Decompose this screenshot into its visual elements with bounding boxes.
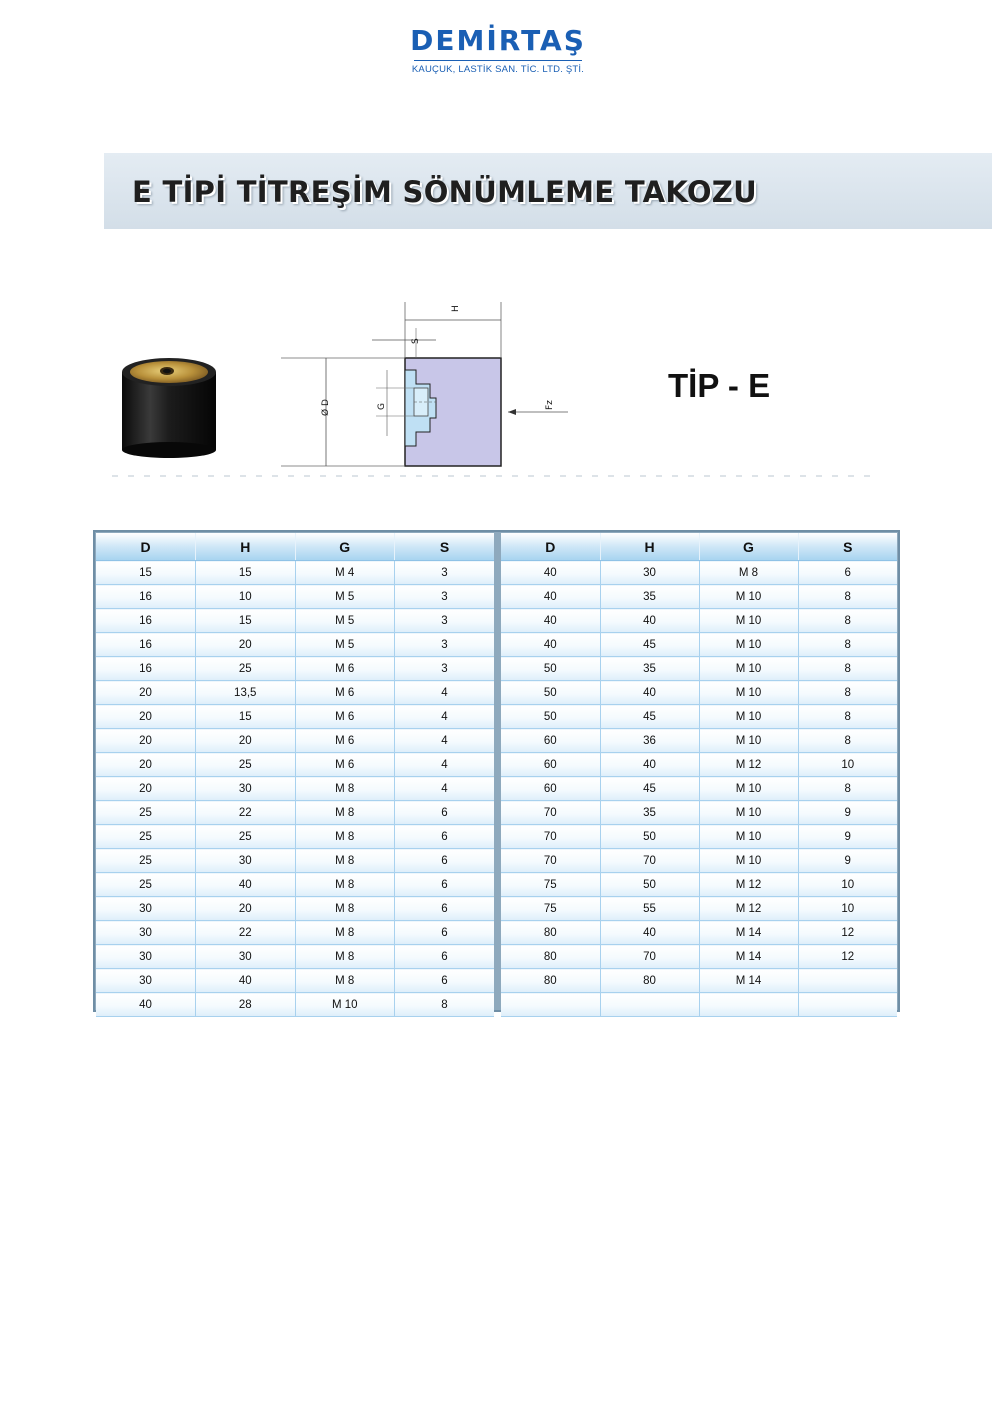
column-header: S: [395, 533, 495, 561]
table-cell: M 10: [699, 609, 798, 633]
table-cell: M 5: [295, 633, 395, 657]
table-cell: 30: [96, 945, 196, 969]
table-cell: 30: [96, 969, 196, 993]
table-row: [96, 969, 494, 993]
table-row: [501, 945, 897, 969]
page-title: E TİPİ TİTREŞİM SÖNÜMLEME TAKOZU: [132, 175, 757, 209]
table-cell: 30: [196, 849, 296, 873]
table-row: [96, 993, 494, 1017]
table-cell: 50: [600, 873, 699, 897]
table-cell: 4: [395, 777, 495, 801]
table-cell: 16: [96, 633, 196, 657]
table-row: [96, 729, 494, 753]
table-row: [96, 657, 494, 681]
table-cell: 30: [196, 945, 296, 969]
table-cell: 6: [395, 825, 495, 849]
table-row: [501, 705, 897, 729]
table-row: [96, 777, 494, 801]
table-cell: 13,5: [196, 681, 296, 705]
table-cell: 15: [196, 561, 296, 585]
company-logo: [410, 24, 586, 75]
table-row: [96, 705, 494, 729]
table-cell: 20: [96, 729, 196, 753]
table-cell: M 12: [699, 873, 798, 897]
table-cell: 70: [501, 801, 600, 825]
table-cell: 3: [395, 561, 495, 585]
table-row: [96, 801, 494, 825]
table-row: [96, 633, 494, 657]
table-cell: 25: [196, 825, 296, 849]
table-cell: 10: [196, 585, 296, 609]
table-cell: 10: [798, 897, 897, 921]
table-cell: 16: [96, 657, 196, 681]
table-cell: 20: [96, 681, 196, 705]
table-cell: 36: [600, 729, 699, 753]
table-cell: 45: [600, 633, 699, 657]
table-cell: 6: [798, 561, 897, 585]
table-cell: 9: [798, 801, 897, 825]
table-cell: 40: [501, 633, 600, 657]
table-cell: 15: [96, 561, 196, 585]
table-cell: 30: [96, 897, 196, 921]
column-header: D: [96, 533, 196, 561]
spec-table-right: [501, 533, 897, 1017]
table-cell: M 10: [699, 825, 798, 849]
table-cell: 20: [96, 705, 196, 729]
table-cell: M 6: [295, 753, 395, 777]
table-cell: 8: [798, 609, 897, 633]
table-cell: 45: [600, 705, 699, 729]
table-cell: 16: [96, 609, 196, 633]
table-cell: 22: [196, 921, 296, 945]
type-label: TİP - E: [668, 367, 771, 404]
table-cell: 35: [600, 801, 699, 825]
table-cell: M 6: [295, 729, 395, 753]
table-cell: 28: [196, 993, 296, 1017]
table-cell: 6: [395, 897, 495, 921]
table-cell: M 8: [295, 801, 395, 825]
table-row: [501, 801, 897, 825]
table-row: [501, 993, 897, 1017]
table-cell: 50: [501, 681, 600, 705]
table-cell: 40: [196, 873, 296, 897]
table-row: [501, 969, 897, 993]
table-cell: M 12: [699, 897, 798, 921]
table-cell: 12: [798, 945, 897, 969]
table-cell: M 8: [295, 873, 395, 897]
table-row: [501, 681, 897, 705]
table-cell: 20: [196, 729, 296, 753]
table-cell: M 8: [295, 777, 395, 801]
table-row: [96, 921, 494, 945]
dim-label-fz: Fz: [545, 400, 555, 410]
table-cell: 20: [196, 897, 296, 921]
table-cell: 40: [501, 609, 600, 633]
table-cell: M 4: [295, 561, 395, 585]
table-cell: M 10: [699, 849, 798, 873]
table-cell: 80: [600, 969, 699, 993]
table-cell: [798, 969, 897, 993]
column-header: G: [295, 533, 395, 561]
table-cell: 40: [96, 993, 196, 1017]
column-header: H: [196, 533, 296, 561]
technical-drawing: [276, 298, 586, 476]
table-cell: 3: [395, 609, 495, 633]
table-row: [501, 561, 897, 585]
table-row: [96, 849, 494, 873]
table-row: [96, 585, 494, 609]
table-cell: M 10: [699, 801, 798, 825]
table-cell: 50: [501, 705, 600, 729]
table-cell: M 10: [699, 705, 798, 729]
table-cell: 30: [196, 777, 296, 801]
table-cell: 40: [600, 753, 699, 777]
table-row: [501, 609, 897, 633]
table-cell: 20: [96, 777, 196, 801]
table-cell: 50: [501, 657, 600, 681]
table-cell: 25: [196, 753, 296, 777]
table-cell: 6: [395, 873, 495, 897]
table-cell: 25: [96, 801, 196, 825]
table-cell: M 8: [295, 969, 395, 993]
table-cell: 50: [600, 825, 699, 849]
table-row: [501, 921, 897, 945]
table-cell: M 14: [699, 945, 798, 969]
table-cell: 8: [798, 681, 897, 705]
table-cell: M 10: [699, 777, 798, 801]
table-cell: 45: [600, 777, 699, 801]
table-cell: 8: [798, 633, 897, 657]
table-cell: [699, 993, 798, 1017]
table-cell: [798, 993, 897, 1017]
table-cell: 70: [501, 825, 600, 849]
table-row: [96, 681, 494, 705]
table-row: [96, 873, 494, 897]
table-cell: 40: [600, 609, 699, 633]
table-cell: 15: [196, 705, 296, 729]
table-cell: 70: [600, 849, 699, 873]
table-cell: 40: [501, 585, 600, 609]
table-cell: 8: [798, 729, 897, 753]
table-cell: 16: [96, 585, 196, 609]
table-cell: 70: [600, 945, 699, 969]
table-cell: 25: [196, 657, 296, 681]
table-cell: 40: [600, 921, 699, 945]
table-row: [501, 777, 897, 801]
table-cell: 80: [501, 969, 600, 993]
table-cell: 6: [395, 921, 495, 945]
table-row: [501, 753, 897, 777]
table-cell: 8: [798, 585, 897, 609]
table-cell: 8: [798, 777, 897, 801]
table-cell: 75: [501, 873, 600, 897]
table-cell: M 8: [295, 849, 395, 873]
title-band: [104, 153, 992, 229]
table-row: [501, 585, 897, 609]
table-cell: 4: [395, 753, 495, 777]
table-row: [501, 657, 897, 681]
table-cell: 6: [395, 801, 495, 825]
table-cell: 40: [600, 681, 699, 705]
table-cell: 60: [501, 729, 600, 753]
table-cell: 20: [196, 633, 296, 657]
table-cell: M 5: [295, 609, 395, 633]
table-cell: 25: [96, 873, 196, 897]
table-cell: 70: [501, 849, 600, 873]
table-cell: 80: [501, 945, 600, 969]
table-row: [96, 753, 494, 777]
table-row: [501, 729, 897, 753]
table-cell: M 6: [295, 705, 395, 729]
table-cell: 75: [501, 897, 600, 921]
table-cell: 25: [96, 825, 196, 849]
table-cell: M 14: [699, 969, 798, 993]
table-cell: 10: [798, 753, 897, 777]
table-cell: 8: [798, 705, 897, 729]
logo-divider: [414, 60, 582, 61]
table-row: [96, 609, 494, 633]
table-row: [96, 561, 494, 585]
table-cell: M 10: [699, 681, 798, 705]
table-cell: 30: [600, 561, 699, 585]
table-cell: 3: [395, 633, 495, 657]
decorative-strip: [112, 474, 872, 478]
table-cell: 4: [395, 681, 495, 705]
table-cell: M 8: [699, 561, 798, 585]
table-cell: 35: [600, 657, 699, 681]
table-cell: M 8: [295, 897, 395, 921]
table-cell: 25: [96, 849, 196, 873]
table-cell: 3: [395, 585, 495, 609]
table-row: [501, 849, 897, 873]
table-cell: M 10: [699, 633, 798, 657]
table-cell: 22: [196, 801, 296, 825]
table-cell: M 10: [295, 993, 395, 1017]
table-cell: 4: [395, 729, 495, 753]
company-subtitle: KAUÇUK, LASTİK SAN. TİC. LTD. ŞTİ.: [411, 64, 585, 75]
table-row: [501, 825, 897, 849]
table-cell: 40: [196, 969, 296, 993]
table-cell: 15: [196, 609, 296, 633]
table-cell: 40: [501, 561, 600, 585]
table-cell: 35: [600, 585, 699, 609]
table-cell: 60: [501, 777, 600, 801]
table-cell: M 10: [699, 729, 798, 753]
table-cell: 30: [96, 921, 196, 945]
table-cell: M 8: [295, 825, 395, 849]
table-cell: M 5: [295, 585, 395, 609]
dim-label-g: G: [377, 403, 387, 410]
table-cell: 55: [600, 897, 699, 921]
spec-table-frame: [93, 530, 900, 1012]
dim-label-h: H: [451, 305, 461, 312]
table-cell: 6: [395, 849, 495, 873]
table-cell: M 14: [699, 921, 798, 945]
table-cell: 8: [798, 657, 897, 681]
table-cell: M 6: [295, 657, 395, 681]
table-cell: 9: [798, 825, 897, 849]
table-cell: 6: [395, 945, 495, 969]
table-cell: M 8: [295, 921, 395, 945]
table-cell: 20: [96, 753, 196, 777]
table-cell: 3: [395, 657, 495, 681]
spec-table-left: [96, 533, 494, 1017]
table-cell: 12: [798, 921, 897, 945]
table-cell: 6: [395, 969, 495, 993]
table-row: [501, 897, 897, 921]
column-header: H: [600, 533, 699, 561]
table-cell: 8: [395, 993, 495, 1017]
dim-label-d: Ø D: [321, 399, 331, 416]
table-cell: 4: [395, 705, 495, 729]
company-name: DEMİRTAŞ: [410, 24, 586, 57]
column-header: S: [798, 533, 897, 561]
table-cell: M 12: [699, 753, 798, 777]
table-row: [501, 873, 897, 897]
table-row: [96, 825, 494, 849]
table-cell: [600, 993, 699, 1017]
table-cell: M 8: [295, 945, 395, 969]
product-photo: [112, 350, 224, 460]
table-cell: 10: [798, 873, 897, 897]
table-row: [501, 633, 897, 657]
dim-label-s: S: [411, 338, 421, 344]
table-cell: 9: [798, 849, 897, 873]
table-cell: M 10: [699, 657, 798, 681]
table-cell: M 6: [295, 681, 395, 705]
table-cell: [501, 993, 600, 1017]
column-header: D: [501, 533, 600, 561]
table-row: [96, 945, 494, 969]
table-cell: M 10: [699, 585, 798, 609]
table-row: [96, 897, 494, 921]
column-header: G: [699, 533, 798, 561]
table-cell: 80: [501, 921, 600, 945]
table-cell: 60: [501, 753, 600, 777]
